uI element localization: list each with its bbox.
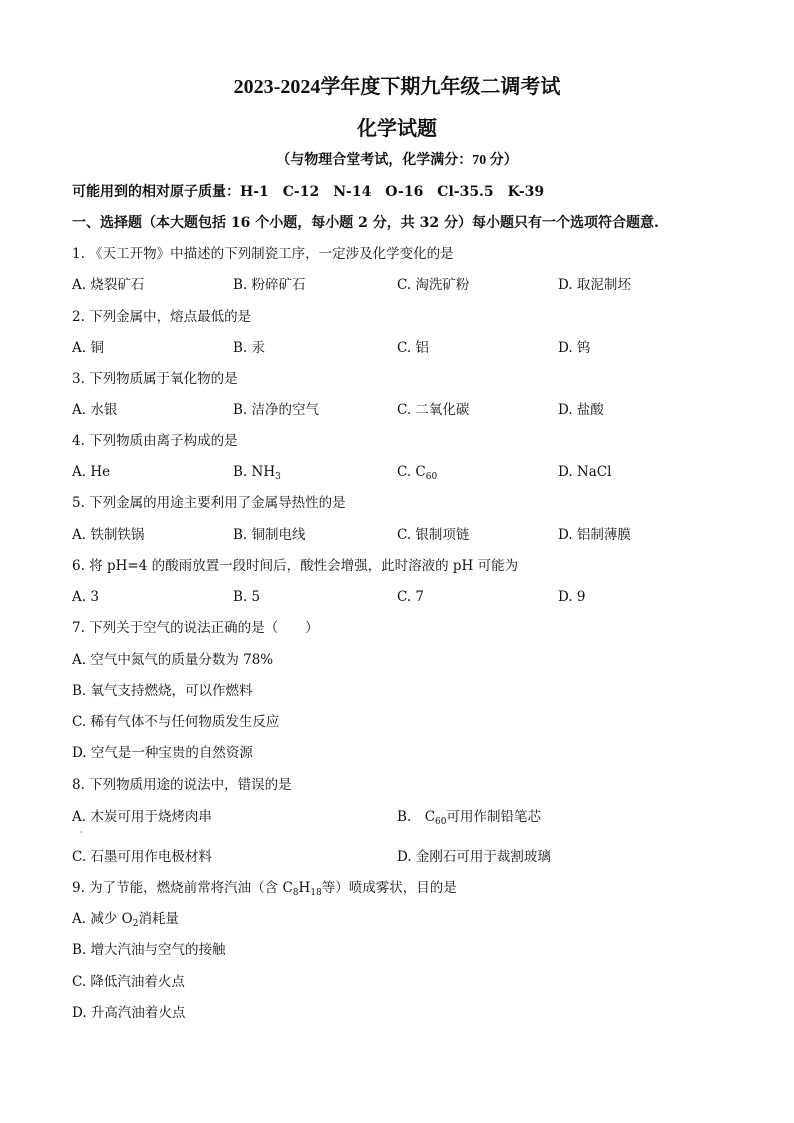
- question-3-option-c: C. 二氧化碳: [397, 402, 470, 418]
- exam-note: （与物理合堂考试，化学满分：70 分）: [276, 153, 518, 168]
- question-9-stem: [72, 879, 457, 897]
- question-3-option-d: D. 盐酸: [558, 402, 604, 418]
- subscript: 2: [132, 919, 139, 929]
- question-3-stem: 3. 下列物质属于氧化物的是: [72, 371, 238, 387]
- question-7-option-d: D. 空气是一种宝贵的自然资源: [72, 745, 253, 761]
- question-1-option-a: A. 烧裂矿石: [72, 277, 145, 293]
- question-6-option-b: B. 5: [233, 589, 261, 605]
- question-2-stem: 2. 下列金属中，熔点最低的是: [72, 309, 252, 325]
- option-c-text: C. C: [397, 464, 426, 480]
- question-8-stem: 8. 下列物质用途的说法中，错误的是: [72, 777, 292, 793]
- question-6-option-d: D. 9: [558, 589, 586, 605]
- question-9-option-b: B. 增大汽油与空气的接触: [72, 942, 226, 958]
- option-b-text-post: 可用作制铅笔芯: [446, 809, 541, 825]
- question-5-option-c: C. 银制项链: [397, 527, 470, 543]
- subscript: 18: [310, 888, 322, 898]
- question-5-stem: 5. 下列金属的用途主要利用了金属导热性的是: [72, 495, 346, 511]
- exam-subject: 化学试题: [357, 118, 437, 140]
- question-8-option-d: D. 金刚石可用于裁割玻璃: [397, 849, 551, 865]
- stem-text: 9. 为了节能，燃烧前常将汽油（含 C: [72, 880, 293, 896]
- question-9-option-d: D. 升高汽油着火点: [72, 1005, 186, 1021]
- question-4-stem: 4. 下列物质由离子构成的是: [72, 433, 238, 449]
- question-6-option-a: A. 3: [72, 589, 99, 605]
- question-5-option-d: D. 铝制薄膜: [558, 527, 631, 543]
- exam-title: 2023-2024学年度下期九年级二调考试: [233, 76, 561, 98]
- option-a-text-post: 消耗量: [138, 911, 179, 927]
- subscript: 3: [275, 472, 281, 482]
- question-5-option-a: A. 铁制铁锅: [72, 527, 145, 543]
- atomic-masses: 可能用到的相对原子质量：H-1 C-12 N-14 O-16 Cl-35.5 K-39: [72, 184, 545, 200]
- stem-text: 等）喷成雾状，目的是: [321, 880, 457, 896]
- question-7-option-a: A. 空气中氮气的质量分数为 78%: [72, 652, 274, 668]
- question-1-stem: 1. 《天工开物》中描述的下列制瓷工序，一定涉及化学变化的是: [72, 246, 454, 262]
- stray-dot: ·: [80, 828, 83, 837]
- option-b-text: B. C: [397, 809, 436, 825]
- question-1-option-d: D. 取泥制坯: [558, 277, 631, 293]
- question-7-option-c: C. 稀有气体不与任何物质发生反应: [72, 714, 280, 730]
- question-2-option-c: C. 铝: [397, 340, 429, 356]
- question-4-option-a: A. He: [72, 464, 111, 480]
- question-8-option-c: C. 石墨可用作电极材料: [72, 849, 212, 865]
- question-9-option-c: C. 降低汽油着火点: [72, 974, 185, 990]
- question-3-option-a: A. 水银: [72, 402, 118, 418]
- question-4-option-d: D. NaCl: [558, 464, 612, 480]
- question-1-option-b: B. 粉碎矿石: [233, 277, 306, 293]
- section-heading: 一、选择题（本大题包括 16 个小题，每小题 2 分，共 32 分）每小题只有一个选项符合题意.: [72, 215, 659, 231]
- question-6-option-c: C. 7: [397, 589, 425, 605]
- question-5-option-b: B. 铜制电线: [233, 527, 306, 543]
- question-2-option-a: A. 铜: [72, 340, 104, 356]
- question-4-option-b: [233, 463, 281, 481]
- subscript: 8: [292, 888, 299, 898]
- question-7-option-b: B. 氧气支持燃烧，可以作燃料: [72, 683, 253, 699]
- question-9-option-a: [72, 910, 179, 928]
- question-6-stem: 6. 将 pH=4 的酸雨放置一段时间后，酸性会增强，此时溶液的 pH 可能为: [72, 558, 519, 574]
- question-4-option-c: [397, 463, 437, 481]
- question-1-option-c: C. 淘洗矿粉: [397, 277, 470, 293]
- question-8-option-b: [397, 808, 541, 826]
- question-7-stem: 7. 下列关于空气的说法正确的是（ ）: [72, 620, 319, 636]
- subscript: 60: [425, 472, 438, 482]
- question-2-option-d: D. 钨: [558, 340, 591, 356]
- subscript: 60: [435, 817, 447, 827]
- question-8-option-a: A. 木炭可用于烧烤肉串: [72, 809, 212, 825]
- question-3-option-b: B. 洁净的空气: [233, 402, 320, 418]
- option-a-text: A. 减少 O: [72, 911, 133, 927]
- option-b-text: B. NH: [233, 464, 276, 480]
- stem-text: H: [298, 880, 311, 896]
- question-2-option-b: B. 汞: [233, 340, 266, 356]
